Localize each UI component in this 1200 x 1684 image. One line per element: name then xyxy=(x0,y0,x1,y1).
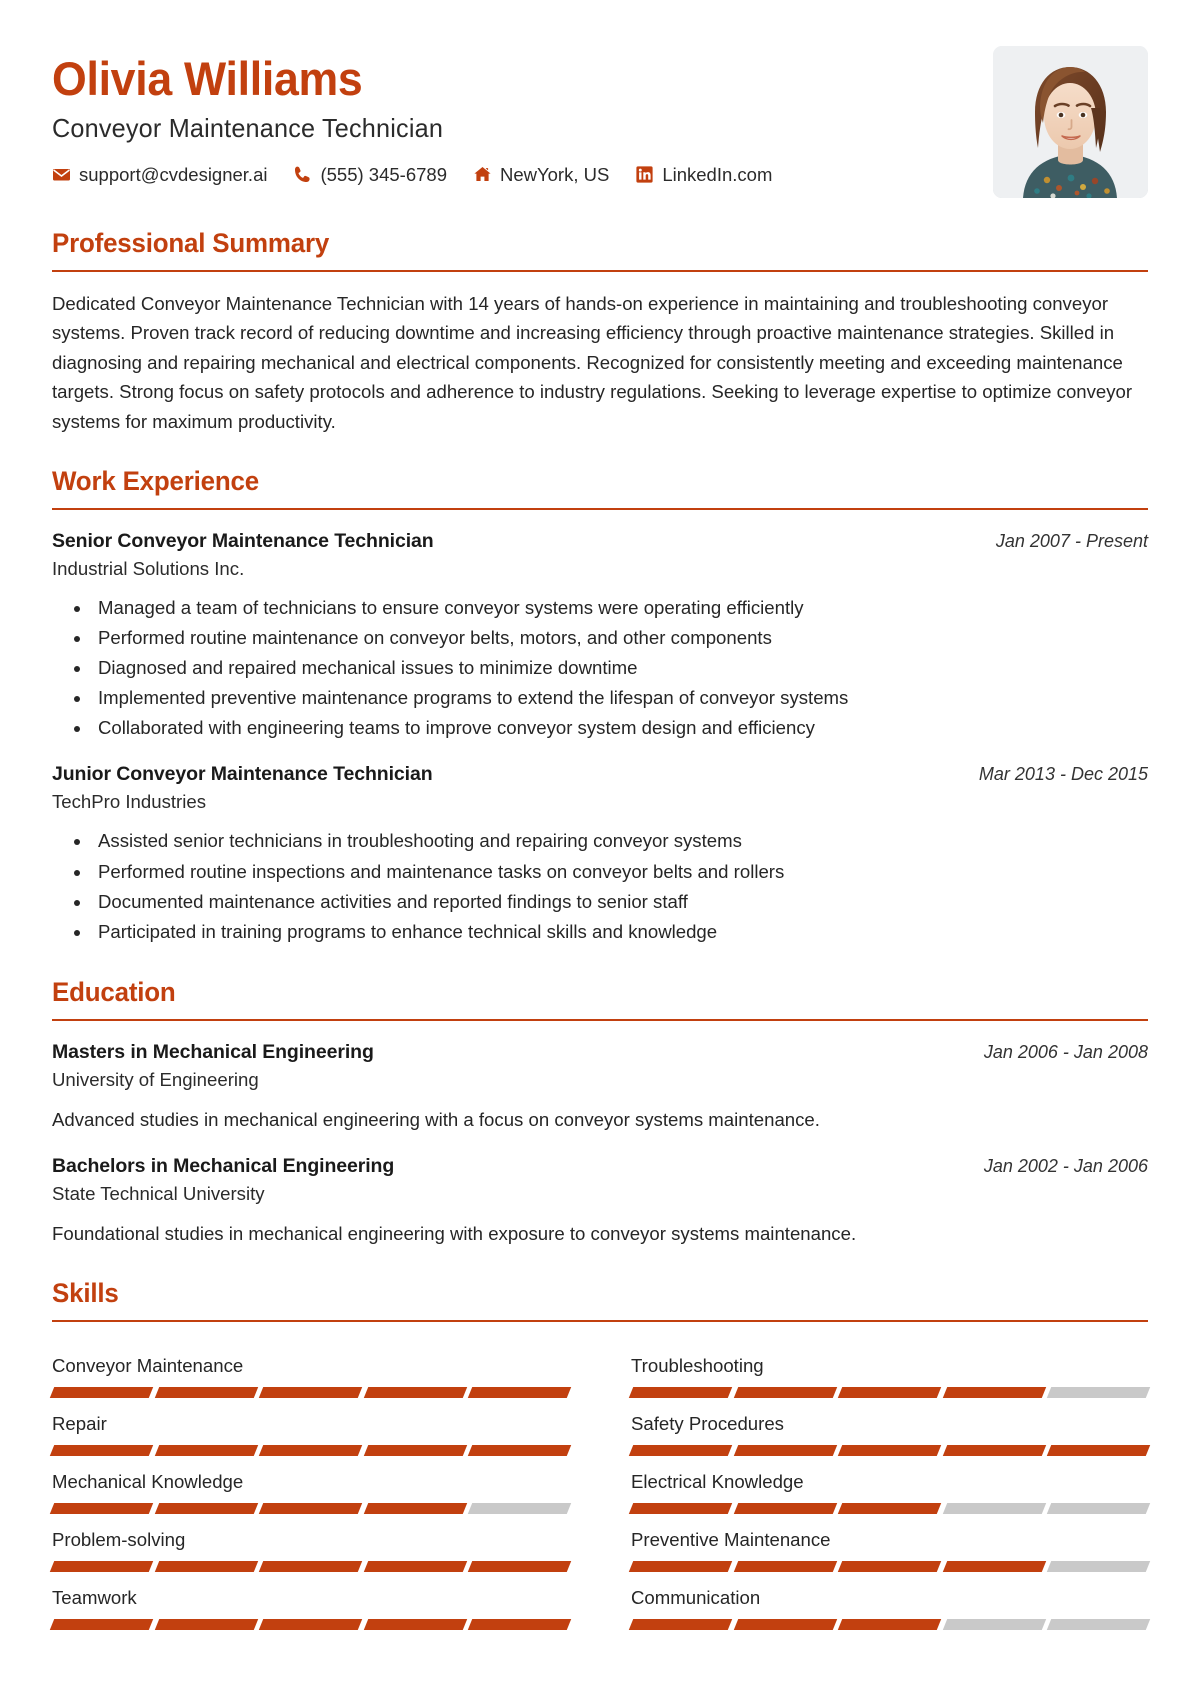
skill-item xyxy=(52,1340,569,1398)
skill-item xyxy=(631,1572,1148,1630)
skill-level-bar xyxy=(631,1619,1148,1630)
skill-level-segment xyxy=(943,1445,1046,1456)
skill-level-segment xyxy=(838,1561,941,1572)
skill-level-segment xyxy=(364,1619,467,1630)
skill-level-segment xyxy=(943,1503,1046,1514)
skill-label: Communication xyxy=(631,1587,761,1609)
skill-level-segment xyxy=(364,1387,467,1398)
contact-location-text: NewYork, US xyxy=(499,163,610,185)
skill-level-segment xyxy=(468,1503,571,1514)
header-text-block xyxy=(52,46,969,186)
skill-level-segment xyxy=(259,1503,362,1514)
contact-linkedin-text: LinkedIn.com xyxy=(662,163,773,185)
section-divider xyxy=(52,270,1148,272)
list-item: • Implemented preventive maintenance programs to extend the lifespan of conveyor systems xyxy=(92,683,1148,713)
list-item: • Performed routine maintenance on conveyor belts, motors, and other components xyxy=(92,623,1148,653)
section-divider xyxy=(52,1019,1148,1021)
skill-label: Repair xyxy=(52,1413,107,1435)
section-work-experience xyxy=(52,466,1148,947)
skill-level-segment xyxy=(468,1387,571,1398)
skill-label: Troubleshooting xyxy=(631,1355,764,1377)
linkedin-icon xyxy=(635,165,654,184)
skill-level-segment xyxy=(154,1387,257,1398)
skill-item xyxy=(631,1340,1148,1398)
skill-level-segment xyxy=(733,1503,836,1514)
skill-level-segment xyxy=(943,1619,1046,1630)
avatar xyxy=(993,46,1148,198)
contact-row xyxy=(52,164,969,186)
avatar-illustration xyxy=(993,46,1148,198)
skill-level-bar xyxy=(631,1387,1148,1398)
contact-linkedin[interactable] xyxy=(635,164,772,186)
skill-level-segment xyxy=(259,1445,362,1456)
skill-level-segment xyxy=(943,1387,1046,1398)
skill-level-segment xyxy=(629,1619,732,1630)
skill-item xyxy=(631,1514,1148,1572)
experience-bullets xyxy=(52,826,1148,946)
experience-entry xyxy=(52,763,1148,946)
skill-level-segment xyxy=(838,1619,941,1630)
skill-item xyxy=(52,1456,569,1514)
skill-item xyxy=(631,1456,1148,1514)
skill-level-segment xyxy=(1047,1561,1150,1572)
contact-email[interactable] xyxy=(52,164,267,186)
list-item: • Participated in training programs to enhance technical skills and knowledge xyxy=(92,917,1148,947)
skill-level-bar xyxy=(631,1561,1148,1572)
skill-level-segment xyxy=(50,1619,153,1630)
experience-bullets xyxy=(52,593,1148,744)
skill-item xyxy=(52,1514,569,1572)
experience-entry-header xyxy=(52,530,1148,553)
skill-level-segment xyxy=(50,1387,153,1398)
experience-company: TechPro Industries xyxy=(52,791,206,813)
education-school: University of Engineering xyxy=(52,1068,259,1090)
skill-level-segment xyxy=(943,1561,1046,1572)
skill-level-segment xyxy=(838,1503,941,1514)
skill-label: Teamwork xyxy=(52,1587,137,1609)
experience-date: Mar 2013 - Dec 2015 xyxy=(978,764,1148,785)
experience-entry-header xyxy=(52,763,1148,786)
experience-company: Industrial Solutions Inc. xyxy=(52,557,245,579)
education-entry xyxy=(52,1041,1148,1135)
skill-level-segment xyxy=(50,1445,153,1456)
skill-level-bar xyxy=(52,1445,569,1456)
list-item: • Diagnosed and repaired mechanical issues to minimize downtime xyxy=(92,653,1148,683)
resume-header xyxy=(52,46,1148,198)
skill-level-bar xyxy=(52,1503,569,1514)
skill-label: Preventive Maintenance xyxy=(631,1529,831,1551)
skill-level-segment xyxy=(364,1561,467,1572)
skill-level-bar xyxy=(631,1445,1148,1456)
contact-phone-text: (555) 345-6789 xyxy=(320,163,447,185)
education-entry xyxy=(52,1155,1148,1249)
contact-email-text: support@cvdesigner.ai xyxy=(79,163,268,185)
experience-date: Jan 2007 - Present xyxy=(995,530,1148,551)
skill-level-segment xyxy=(1047,1387,1150,1398)
section-divider xyxy=(52,508,1148,510)
skill-level-bar xyxy=(52,1387,569,1398)
education-degree: Masters in Mechanical Engineering xyxy=(52,1040,374,1063)
candidate-job-title: Conveyor Maintenance Technician xyxy=(52,112,444,143)
skill-label: Mechanical Knowledge xyxy=(52,1471,244,1493)
section-education xyxy=(52,977,1148,1249)
skill-label: Safety Procedures xyxy=(631,1413,784,1435)
list-item: • Assisted senior technicians in troubleshooting and repairing conveyor systems xyxy=(92,826,1148,856)
summary-text: Dedicated Conveyor Maintenance Technician with 14 years of hands-on experience in maintaining and troubleshooting conveyor systems. Proven track record of reducing downtime and increasing efficiency through proactive maintenance strategies. Skilled in diagnosing and repairing mechanical and electrical components. Recognized for consistently meeting and exceeding maintenance targets. Strong focus on safety protocols and adherence to industry regulations. Seeking to leverage expertise to optimize conveyor systems for maximum productivity. xyxy=(52,293,1133,432)
section-divider xyxy=(52,1320,1148,1322)
home-icon xyxy=(473,165,492,184)
skill-level-segment xyxy=(733,1445,836,1456)
skill-level-segment xyxy=(154,1619,257,1630)
section-title-experience: Work Experience xyxy=(52,465,259,496)
section-professional-summary xyxy=(52,228,1148,436)
skill-level-segment xyxy=(154,1445,257,1456)
education-date: Jan 2006 - Jan 2008 xyxy=(983,1041,1148,1062)
list-item: • Managed a team of technicians to ensure conveyor systems were operating efficiently xyxy=(92,593,1148,623)
skill-label: Electrical Knowledge xyxy=(631,1471,804,1493)
experience-entry xyxy=(52,530,1148,744)
section-skills xyxy=(52,1278,1148,1630)
education-school: State Technical University xyxy=(52,1182,265,1204)
experience-role: Junior Conveyor Maintenance Technician xyxy=(52,763,433,786)
list-item: • Collaborated with engineering teams to improve conveyor system design and efficiency xyxy=(92,713,1148,743)
section-title-education: Education xyxy=(52,976,176,1007)
list-item: • Documented maintenance activities and reported findings to senior staff xyxy=(92,887,1148,917)
education-entry-header xyxy=(52,1155,1148,1178)
skill-level-segment xyxy=(629,1387,732,1398)
skill-level-segment xyxy=(468,1619,571,1630)
skill-level-segment xyxy=(259,1619,362,1630)
education-description: Foundational studies in mechanical engineering with exposure to conveyor systems maintenance. xyxy=(52,1222,857,1244)
skill-level-segment xyxy=(468,1445,571,1456)
experience-role: Senior Conveyor Maintenance Technician xyxy=(52,529,434,552)
education-description: Advanced studies in mechanical engineering with a focus on conveyor systems maintenance. xyxy=(52,1108,820,1130)
skill-level-segment xyxy=(259,1561,362,1572)
envelope-icon xyxy=(52,165,71,184)
skill-level-segment xyxy=(1047,1445,1150,1456)
skill-level-segment xyxy=(629,1503,732,1514)
skills-grid xyxy=(52,1340,1148,1630)
skill-label: Problem-solving xyxy=(52,1529,186,1551)
skill-level-segment xyxy=(1047,1503,1150,1514)
candidate-name: Olivia Williams xyxy=(52,52,363,105)
education-degree: Bachelors in Mechanical Engineering xyxy=(52,1154,395,1177)
skill-level-segment xyxy=(259,1387,362,1398)
skill-level-bar xyxy=(52,1561,569,1572)
skill-level-segment xyxy=(364,1503,467,1514)
education-date: Jan 2002 - Jan 2006 xyxy=(983,1155,1148,1176)
skill-level-segment xyxy=(733,1619,836,1630)
skill-level-bar xyxy=(52,1619,569,1630)
education-entry-header xyxy=(52,1041,1148,1064)
list-item: • Performed routine inspections and maintenance tasks on conveyor belts and rollers xyxy=(92,857,1148,887)
contact-phone[interactable] xyxy=(293,164,447,186)
skill-level-segment xyxy=(154,1503,257,1514)
skill-level-segment xyxy=(364,1445,467,1456)
skill-level-segment xyxy=(733,1561,836,1572)
skill-level-segment xyxy=(468,1561,571,1572)
skill-level-segment xyxy=(733,1387,836,1398)
skill-level-segment xyxy=(629,1561,732,1572)
skill-level-segment xyxy=(1047,1619,1150,1630)
skill-item xyxy=(52,1572,569,1630)
contact-location[interactable] xyxy=(473,164,609,186)
section-title-summary: Professional Summary xyxy=(52,228,330,258)
phone-icon xyxy=(293,165,312,184)
skill-level-segment xyxy=(154,1561,257,1572)
skill-level-segment xyxy=(838,1387,941,1398)
skill-item xyxy=(631,1398,1148,1456)
skill-level-bar xyxy=(631,1503,1148,1514)
skill-level-segment xyxy=(838,1445,941,1456)
skill-label: Conveyor Maintenance xyxy=(52,1355,244,1377)
skill-level-segment xyxy=(50,1561,153,1572)
skill-level-segment xyxy=(50,1503,153,1514)
skill-level-segment xyxy=(629,1445,732,1456)
section-title-skills: Skills xyxy=(52,1278,119,1309)
skill-item xyxy=(52,1398,569,1456)
